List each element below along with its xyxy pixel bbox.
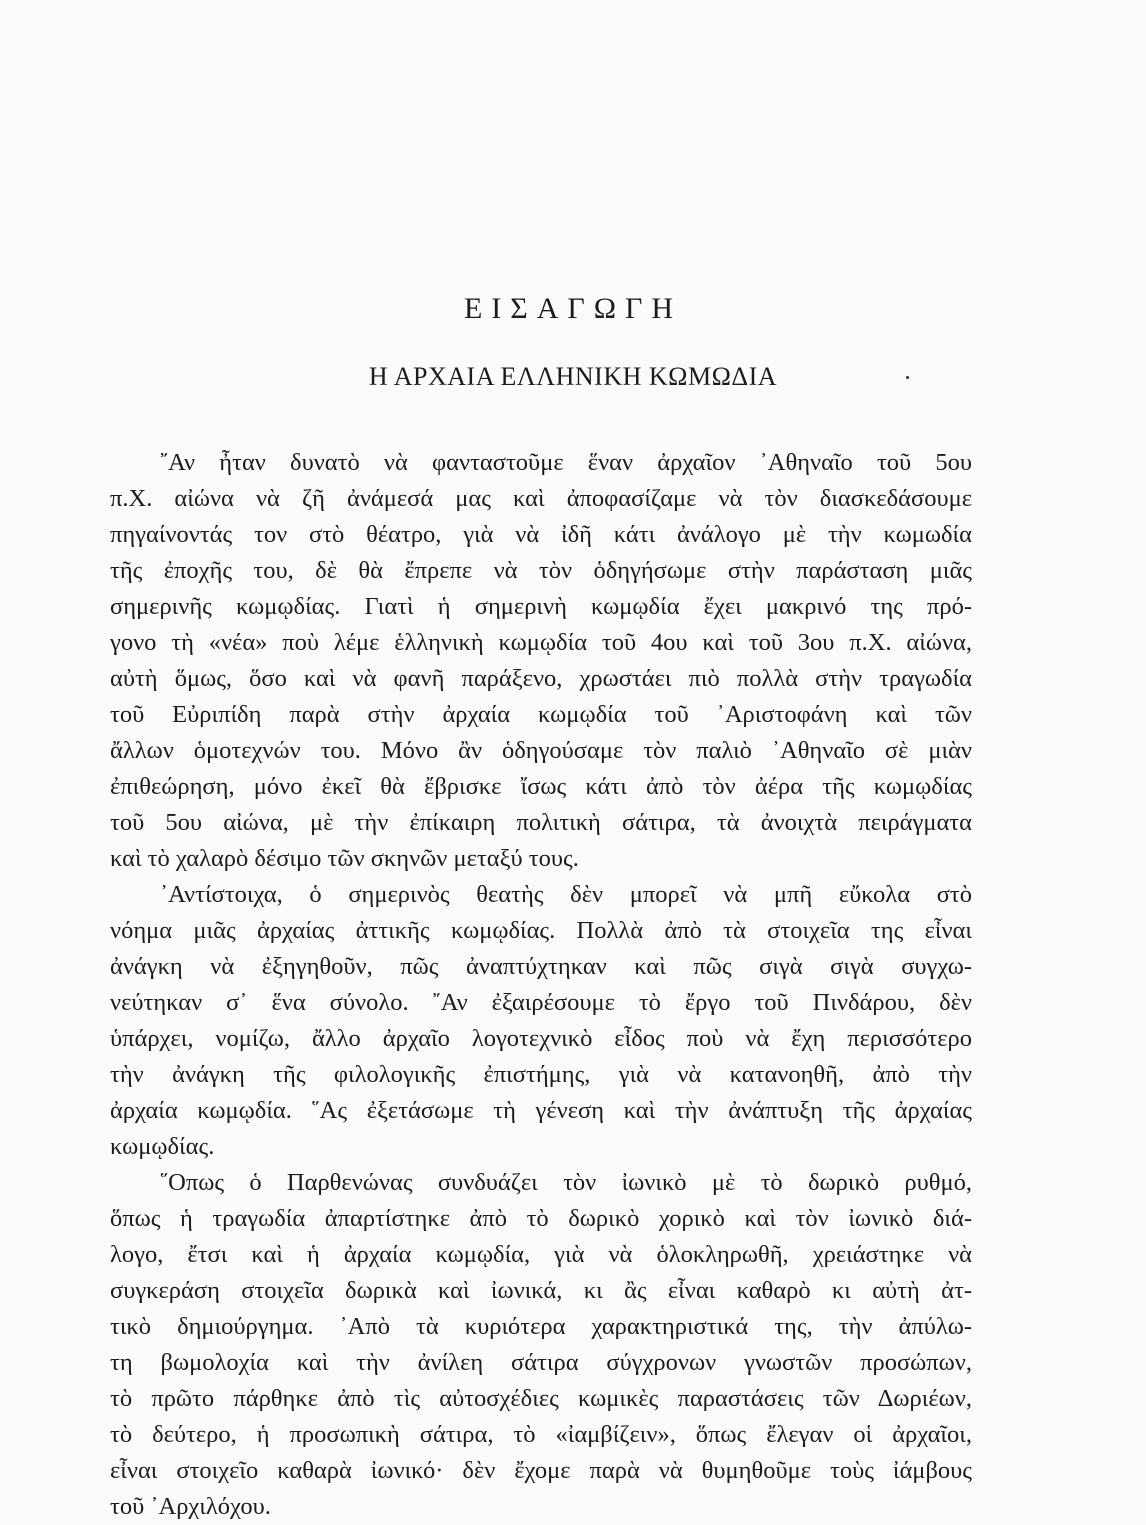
text-line: τικὸ δημιούργημα. ᾿Απὸ τὰ κυριότερα χαρακτηριστικά της, τὴν ἀπύλω- xyxy=(110,1313,972,1340)
text-line: κωμῳδίας. xyxy=(110,1133,215,1160)
text-line: λογο, ἔτσι καὶ ἡ ἀρχαία κωμῳδία, γιὰ νὰ ὁλοκληρωθῆ, χρειάστηκε νὰ xyxy=(110,1241,972,1268)
text-line: ὅπως ἡ τραγωδία ἀπαρτίστηκε ἀπὸ τὸ δωρικὸ χορικὸ καὶ τὸν ἰωνικὸ διά- xyxy=(110,1205,972,1232)
text-line: τοῦ 5ου αἰώνα, μὲ τὴν ἐπίκαιρη πολιτικὴ σάτιρα, τὰ ἀνοιχτὰ πειράγματα xyxy=(110,809,972,836)
chapter-subheading: Η ΑΡΧΑΙΑ ΕΛΛΗΝΙΚΗ ΚΩΜΩΔΙΑ xyxy=(368,362,778,391)
text-line: τὸ πρῶτο πάρθηκε ἀπὸ τὶς αὐτοσχέδιες κωμικὲς παραστάσεις τῶν Δωριέων, xyxy=(110,1385,972,1412)
text-line: νόημα μιᾶς ἀρχαίας ἀττικῆς κωμῳδίας. Πολλὰ ἀπὸ τὰ στοιχεῖα της εἶναι xyxy=(110,917,972,944)
text-line: τῆς ἐποχῆς του, δὲ θὰ ἔπρεπε νὰ τὸν ὁδηγήσωμε στὴν παράσταση μιᾶς xyxy=(110,557,972,584)
text-line: συγκεράση στοιχεῖα δωρικὰ καὶ ἰωνικά, κι ἂς εἶναι καθαρὸ κι αὐτὴ ἀτ- xyxy=(110,1277,972,1304)
text-line: ᾿Αντίστοιχα, ὁ σημερινὸς θεατὴς δὲν μπορεῖ νὰ μπῆ εὔκολα στὸ xyxy=(160,881,972,908)
text-line: τὸ δεύτερο, ἡ προσωπικὴ σάτιρα, τὸ «ἰαμβίζειν», ὅπως ἔλεγαν οἱ ἀρχαῖοι, xyxy=(110,1421,972,1448)
text-line: πηγαίνοντάς τον στὸ θέατρο, γιὰ νὰ ἰδῆ κάτι ἀνάλογο μὲ τὴν κωμωδία xyxy=(110,521,972,548)
text-line: γονο τὴ «νέα» ποὺ λέμε ἑλληνικὴ κωμῳδία τοῦ 4ου καὶ τοῦ 3ου π.Χ. αἰώνα, xyxy=(110,629,972,656)
text-line: τοῦ ᾿Αρχιλόχου. xyxy=(110,1493,271,1520)
text-line: τη βωμολοχία καὶ τὴν ἀνίλεη σάτιρα σύγχρονων γνωστῶν προσώπων, xyxy=(110,1349,972,1376)
text-line: εἶναι στοιχεῖο καθαρὰ ἰωνικό· δὲν ἔχομε παρὰ νὰ θυμηθοῦμε τοὺς ἰάμβους xyxy=(110,1457,972,1484)
text-line: σημερινῆς κωμῳδίας. Γιατὶ ἡ σημερινὴ κωμῳδία ἔχει μακρινό της πρό- xyxy=(110,593,972,620)
text-line: ἄλλων ὁμοτεχνών του. Μόνο ἂν ὁδηγούσαμε τὸν παλιὸ ᾿Αθηναῖο σὲ μιὰν xyxy=(110,737,972,764)
print-mark xyxy=(906,376,909,379)
text-line: ἀρχαία κωμῳδία. ῞Ας ἐξετάσωμε τὴ γένεση καὶ τὴν ἀνάπτυξη τῆς ἀρχαίας xyxy=(110,1097,972,1124)
text-line: π.Χ. αἰώνα νὰ ζῆ ἀνάμεσά μας καὶ ἀποφασίζαμε νὰ τὸν διασκεδάσουμε xyxy=(110,485,972,512)
text-line: αὐτὴ ὅμως, ὅσο καὶ νὰ φανῆ παράξενο, χρωστάει πιὸ πολλὰ στὴν τραγωδία xyxy=(110,665,972,692)
text-line: νεύτηκαν σ᾿ ἕνα σύνολο. ῎Αν ἐξαιρέσουμε τὸ ἔργο τοῦ Πινδάρου, δὲν xyxy=(110,989,972,1016)
text-line: ῞Οπως ὁ Παρθενώνας συνδυάζει τὸν ἰωνικὸ μὲ τὸ δωρικὸ ρυθμό, xyxy=(160,1169,972,1196)
chapter-heading: ΕΙΣΑΓΩΓΗ xyxy=(463,292,683,325)
text-line: τοῦ Εὐριπίδη παρὰ στὴν ἀρχαία κωμῳδία τοῦ ᾿Αριστοφάνη καὶ τῶν xyxy=(110,701,972,728)
text-line: ὑπάρχει, νομίζω, ἄλλο ἀρχαῖο λογοτεχνικὸ εἶδος ποὺ νὰ ἔχη περισσότερο xyxy=(110,1025,972,1052)
text-line: καὶ τὸ χαλαρὸ δέσιμο τῶν σκηνῶν μεταξύ τους. xyxy=(110,845,579,872)
text-line: τὴν ἀνάγκη τῆς φιλολογικῆς ἐπιστήμης, γιὰ νὰ κατανοηθῆ, ἀπὸ τὴν xyxy=(110,1061,972,1088)
text-line: ῎Αν ἦταν δυνατὸ νὰ φανταστοῦμε ἕναν ἀρχαῖον ᾿Αθηναῖο τοῦ 5ου xyxy=(160,449,972,476)
body-text xyxy=(110,445,972,1525)
text-line: ἐπιθεώρηση, μόνο ἐκεῖ θὰ ἔβρισκε ἴσως κάτι ἀπὸ τὸν ἀέρα τῆς κωμῳδίας xyxy=(110,773,972,800)
text-line: ἀνάγκη νὰ ἐξηγηθοῦν, πῶς ἀναπτύχτηκαν καὶ πῶς σιγὰ σιγὰ συγχω- xyxy=(110,953,972,980)
